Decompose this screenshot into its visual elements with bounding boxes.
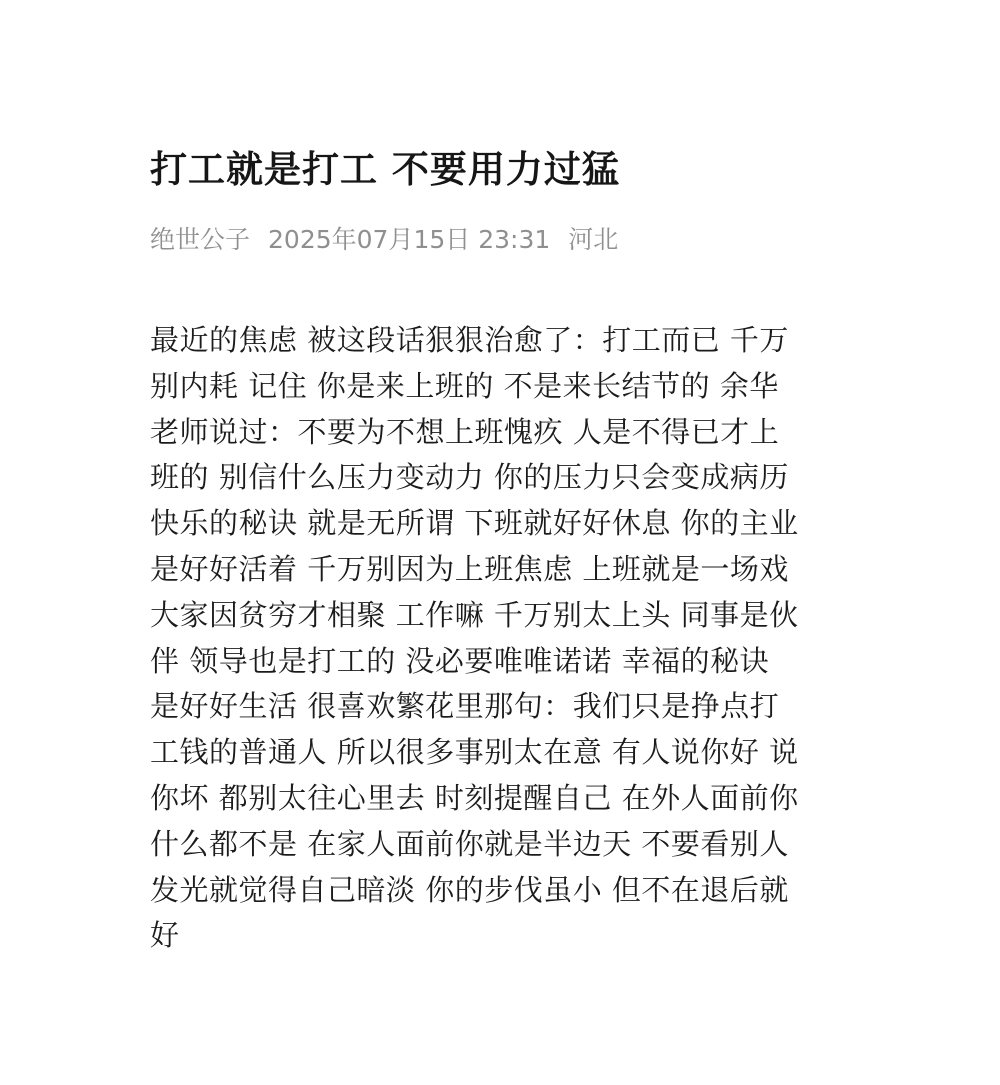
body-line: 你坏 都别太往心里去 时刻提醒自己 在外人面前你 <box>150 780 799 815</box>
body-line: 老师说过：不要为不想上班愧疚 人是不得已才上 <box>150 414 780 449</box>
body-line: 什么都不是 在家人面前你就是半边天 不要看别人 <box>150 826 789 861</box>
body-line: 别内耗 记住 你是来上班的 不是来长结节的 余华 <box>150 368 779 403</box>
body-line: 伴 领导也是打工的 没必要唯唯诺诺 幸福的秘诀 <box>150 643 770 678</box>
body-line: 是好好活着 千万别因为上班焦虑 上班就是一场戏 <box>150 551 789 586</box>
body-line: 是好好生活 很喜欢繁花里那句：我们只是挣点打 <box>150 689 780 724</box>
publish-datetime: 2025年07月15日 23:31 <box>268 225 551 254</box>
body-line: 快乐的秘诀 就是无所谓 下班就好好休息 你的主业 <box>150 506 799 541</box>
article-body <box>150 318 870 959</box>
body-line: 好 <box>150 918 180 953</box>
article-title: 打工就是打工 不要用力过猛 <box>150 148 620 191</box>
body-line: 大家因贫穷才相聚 工作嘛 千万别太上头 同事是伙 <box>150 597 799 632</box>
author-name[interactable]: 绝世公子 <box>150 225 251 254</box>
publish-location: 河北 <box>568 225 619 254</box>
body-line: 最近的焦虑 被这段话狠狠治愈了：打工而已 千万 <box>150 323 789 357</box>
body-line: 班的 别信什么压力变动力 你的压力只会变成病历 <box>150 460 789 495</box>
body-line: 发光就觉得自己暗淡 你的步伐虽小 但不在退后就 <box>150 872 789 907</box>
article-meta <box>150 220 636 260</box>
body-line: 工钱的普通人 所以很多事别太在意 有人说你好 说 <box>150 735 799 770</box>
